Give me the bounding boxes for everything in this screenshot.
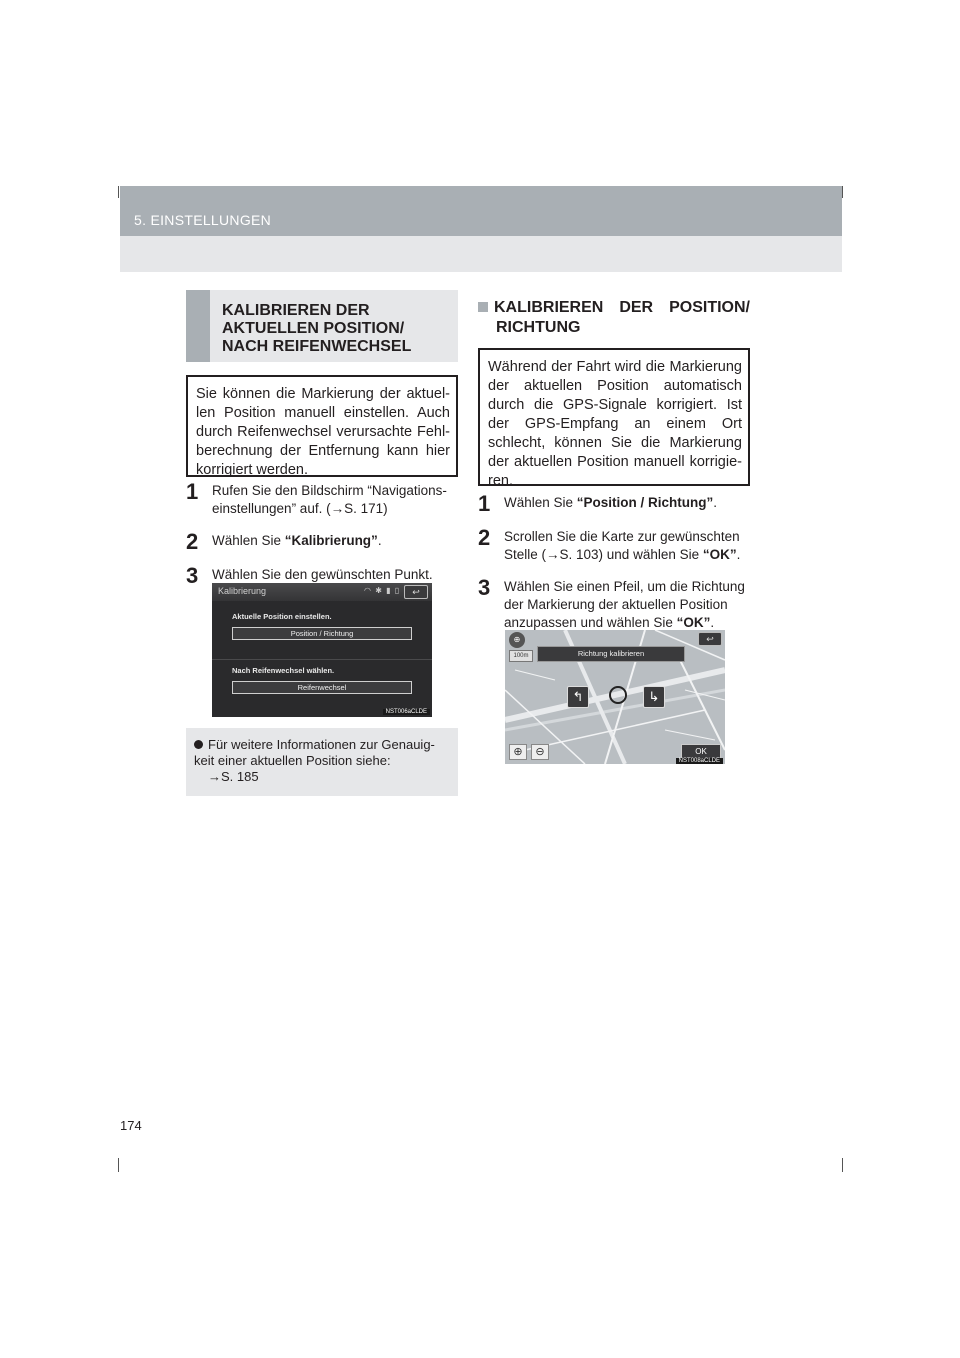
step-text (504, 578, 750, 632)
note-reference: →S. 185 (208, 769, 259, 784)
step-text-post: . (710, 615, 715, 630)
subsection-heading-line: RICHTUNG (496, 319, 581, 336)
heading-text: KALIBRIEREN DER AKTUELLEN POSITION/ NACH REIFENWECHSEL (222, 302, 412, 355)
zoom-out-button[interactable]: ⊖ (531, 744, 549, 760)
note-text: Für weitere Informationen zur Genauig- (208, 737, 435, 752)
info-box: Während der Fahrt wird die Markierung der aktuellen Position automatisch durch die GPS-Signale korrigiert. Ist der GPS-Empfang an einem Ort schlecht, können Sie die Markierung der aktuellen Position manuell korrigie-ren. (478, 348, 750, 486)
note-box (186, 728, 458, 796)
subsection-heading-word: DER (619, 299, 654, 316)
position-direction-button[interactable]: Position / Richtung (232, 627, 412, 640)
page-header (120, 186, 842, 272)
rotate-left-arrow-button[interactable]: ↰ (567, 686, 589, 708)
subsection-heading-word (478, 298, 603, 318)
bullet-icon (194, 740, 203, 749)
screen-label: Aktuelle Position einstellen. (232, 612, 332, 621)
step-text-bold: “Kalibrierung” (284, 533, 378, 548)
step-text (504, 528, 750, 564)
step-text-pre: Scrollen Sie die Karte zur gewünschten Stelle (→S. 103) und wählen Sie (504, 529, 740, 562)
image-code: NST008aCLDE (676, 758, 723, 764)
step-text-post: . (377, 533, 382, 548)
right-steps (478, 491, 750, 646)
position-marker-icon (609, 686, 627, 704)
step-item (478, 575, 750, 632)
section-heading (186, 290, 458, 362)
image-code: NST006aCLDE (383, 709, 430, 715)
step-text-post: . (713, 495, 718, 510)
step-text-pre: Wählen Sie einen Pfeil, um die Richtung der Markierung der aktuellen Position anzupassen und wählen Sie (504, 579, 745, 630)
step-item (478, 525, 750, 564)
step-text-pre: Wählen Sie (212, 533, 285, 548)
step-text: Wählen Sie den gewünschten Punkt. (212, 567, 433, 582)
step-number: 2 (186, 529, 199, 554)
step-number: 3 (186, 563, 199, 588)
rotate-right-arrow-button[interactable]: ↳ (643, 686, 665, 708)
step-text-bold: “OK” (702, 547, 737, 562)
square-bullet-icon (478, 302, 488, 312)
crop-mark (842, 1158, 843, 1172)
signal-status-icon: ◠ ✱ ▮ ▯ (364, 586, 401, 595)
tire-change-button[interactable]: Reifenwechsel (232, 681, 412, 694)
step-number: 1 (478, 491, 491, 516)
note-line: keit einer aktuellen Position siehe: (194, 753, 391, 768)
step-text (212, 532, 382, 550)
page-number: 174 (120, 1118, 142, 1133)
zoom-in-button[interactable]: ⊕ (509, 744, 527, 760)
direction-calibration-screen-image (505, 630, 725, 764)
back-arrow-icon[interactable]: ↩ (698, 632, 722, 646)
ok-button[interactable]: OK (681, 744, 721, 760)
back-arrow-icon[interactable]: ↩ (404, 585, 428, 599)
subsection-heading (478, 298, 750, 338)
section-title: 5. EINSTELLUNGEN (134, 212, 272, 228)
step-item (186, 479, 458, 518)
header-bar (120, 186, 842, 236)
step-text-bold: “OK” (676, 615, 711, 630)
subsection-heading-word: POSITION/ (669, 299, 750, 316)
step-text-bold: “Position / Richtung” (576, 495, 714, 510)
crop-mark (118, 186, 119, 198)
subsection-heading-word-text: KALIBRIEREN (494, 299, 604, 316)
screen-divider (212, 659, 432, 660)
step-text (504, 494, 717, 512)
note-line (194, 737, 450, 753)
compass-icon[interactable]: ⊕ (509, 632, 525, 648)
calibration-banner: Richtung kalibrieren (537, 646, 685, 662)
step-text: Rufen Sie den Bildschirm “Navigations-einstellungen” auf. (→S. 171) (212, 483, 447, 516)
step-text-pre: Wählen Sie (504, 495, 577, 510)
step-item (186, 529, 458, 554)
step-number: 2 (478, 525, 491, 550)
step-number: 3 (478, 575, 491, 600)
intro-box: Sie können die Markierung der aktuel-len Position manuell einstellen. Auch durch Reifenwechsel verursachte Fehl-berechnung der Entfernung kann hier korrigiert werden. (186, 375, 458, 477)
step-number: 1 (186, 479, 199, 504)
screen-label: Nach Reifenwechsel wählen. (232, 666, 335, 675)
map-scale: 100m (509, 650, 533, 662)
screen-title: Kalibrierung (218, 586, 267, 596)
crop-mark (842, 186, 843, 198)
subsection-heading-line (478, 298, 750, 318)
crop-mark (118, 1158, 119, 1172)
step-text-post: . (736, 547, 741, 562)
step-item (478, 491, 750, 516)
heading-accent-bar (186, 290, 210, 362)
calibration-screen-image (212, 583, 432, 717)
